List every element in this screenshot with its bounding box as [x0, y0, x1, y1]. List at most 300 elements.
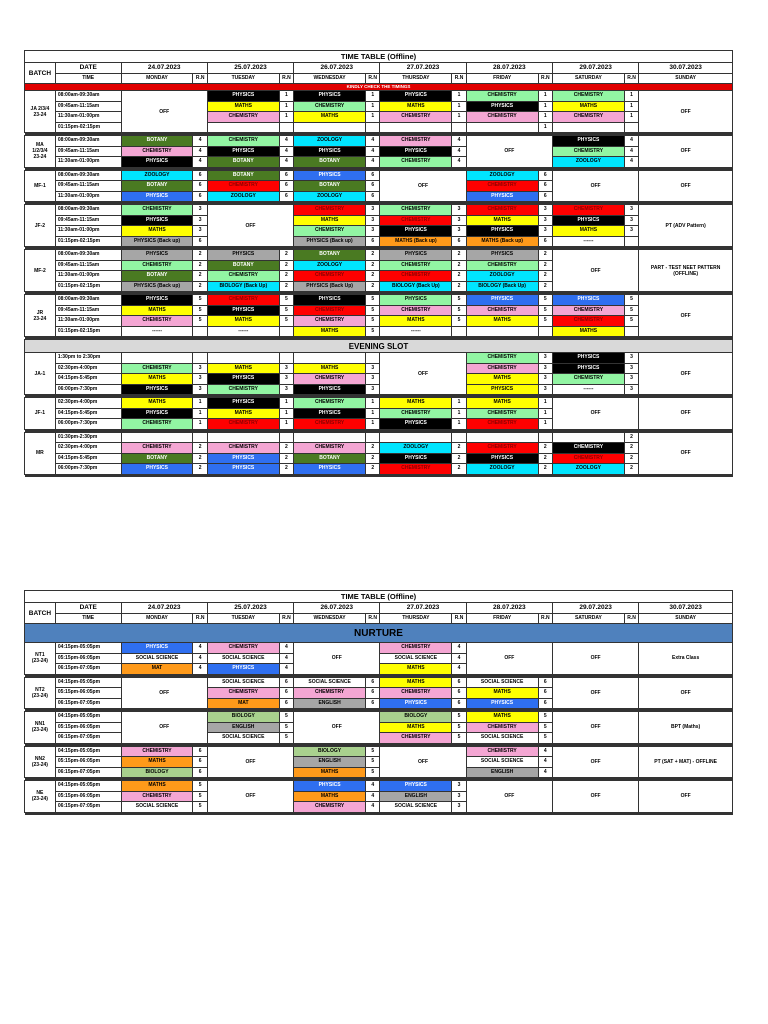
room-number: 1 [452, 419, 466, 430]
subject-cell: MATHS [207, 408, 279, 419]
subject-cell: CHEMISTRY [294, 271, 366, 282]
room-number: 2 [624, 443, 638, 454]
room-number: 5 [452, 712, 466, 723]
table-row [25, 236, 733, 247]
subject-cell: ZOOLOGY [294, 191, 366, 202]
room-number: 4 [538, 757, 552, 768]
subject-cell: SOCIAL SCIENCE [380, 653, 452, 664]
day-cell: MONDAY [121, 613, 193, 624]
room-number: 4 [193, 157, 207, 168]
subject-cell: MATHS [380, 722, 452, 733]
room-number: 2 [624, 464, 638, 475]
time-slot: 05:15pm-06:05pm [55, 653, 121, 664]
time-slot: 11:30am-01:00pm [55, 191, 121, 202]
room-number: 3 [624, 374, 638, 385]
subject-cell: CHEMISTRY [207, 181, 279, 192]
subject-cell: MATHS [294, 215, 366, 226]
date-cell: 30.07.2023 [639, 603, 733, 614]
room-number: 5 [366, 316, 380, 327]
room-number: 1 [279, 101, 293, 112]
time-slot: 11:30am-01:00pm [55, 112, 121, 123]
subject-cell: ZOOLOGY [121, 170, 193, 181]
room-number: 3 [452, 791, 466, 802]
time-slot: 04:15pm-05:05pm [55, 643, 121, 654]
subject-cell: SOCIAL SCIENCE [466, 733, 538, 744]
day-cell: TUESDAY [207, 613, 279, 624]
subject-cell: PHYSICS [380, 226, 452, 237]
subject-cell: CHEMISTRY [207, 643, 279, 654]
subject-cell: PHYSICS [380, 146, 452, 157]
subject-cell: MATHS [552, 226, 624, 237]
time-slot: 01:30pm-2:30pm [55, 432, 121, 443]
time-slot: 05:15pm-06:05pm [55, 688, 121, 699]
room-number [452, 432, 466, 443]
subject-cell: CHEMISTRY [121, 419, 193, 430]
room-number: 1 [279, 112, 293, 123]
subject-cell: PHYSICS [380, 698, 452, 709]
room-number: 2 [193, 281, 207, 292]
room-number: 4 [452, 643, 466, 654]
subject-cell: ZOOLOGY [466, 464, 538, 475]
date-cell: 24.07.2023 [121, 63, 207, 74]
room-number: 2 [366, 260, 380, 271]
day-cell: MONDAY [121, 73, 193, 84]
room-number: 3 [624, 226, 638, 237]
room-number: 4 [624, 157, 638, 168]
subject-cell: PHYSICS [380, 781, 452, 792]
room-number: 1 [279, 419, 293, 430]
subject-cell: MATHS [121, 398, 193, 409]
room-number: 4 [279, 664, 293, 675]
off-cell: OFF [380, 353, 466, 395]
time-slot: 08:00am-09:30am [55, 170, 121, 181]
room-number: 6 [193, 757, 207, 768]
subject-cell: SOCIAL SCIENCE [121, 653, 193, 664]
table-row [25, 295, 733, 306]
room-number [452, 326, 466, 337]
subject-cell: BOTANY [207, 260, 279, 271]
off-cell: OFF [121, 712, 207, 744]
time-slot: 01:15pm-02:15pm [55, 326, 121, 337]
rn-header: R.N [624, 613, 638, 624]
room-number: 1 [538, 419, 552, 430]
subject-cell: MATHS [380, 677, 452, 688]
rn-header: R.N [279, 613, 293, 624]
subject-cell: PHYSICS [121, 157, 193, 168]
room-number: 3 [624, 215, 638, 226]
time-slot: 11:30am-01:00pm [55, 226, 121, 237]
room-number: 6 [279, 181, 293, 192]
room-number: 6 [193, 746, 207, 757]
off-cell: OFF [639, 353, 733, 395]
room-number: 2 [193, 260, 207, 271]
room-number: 2 [366, 281, 380, 292]
room-number: 2 [538, 260, 552, 271]
room-number: 2 [279, 464, 293, 475]
time-slot: 04:15pm-5:45pm [55, 374, 121, 385]
subject-cell: CHEMISTRY [466, 112, 538, 123]
time-slot: 09:45am-11:15am [55, 305, 121, 316]
subject-cell: CHEMISTRY [294, 398, 366, 409]
off-cell: OFF [639, 432, 733, 474]
subject-cell: PHYSICS [466, 101, 538, 112]
room-number: 4 [279, 653, 293, 664]
table-row [25, 443, 733, 454]
subject-cell: CHEMISTRY [380, 688, 452, 699]
subject-cell: CHEMISTRY [294, 205, 366, 216]
table-row [25, 712, 733, 723]
off-cell: OFF [552, 643, 638, 675]
time-slot: 08:00am-09:30am [55, 91, 121, 102]
date-cell: 26.07.2023 [294, 603, 380, 614]
off-cell: OFF [639, 136, 733, 168]
subject-cell: ------ [121, 326, 193, 337]
off-cell: OFF [552, 398, 638, 430]
subject-cell: BOTANY [121, 271, 193, 282]
subject-cell: PHYSICS [294, 464, 366, 475]
rn-header: R.N [538, 73, 552, 84]
subject-cell: CHEMISTRY [294, 374, 366, 385]
subject-cell: CHEMISTRY [466, 419, 538, 430]
room-number: 1 [538, 101, 552, 112]
room-number: 3 [538, 353, 552, 364]
rn-header: R.N [193, 73, 207, 84]
subject-cell: MATHS [380, 316, 452, 327]
room-number: 3 [193, 363, 207, 374]
room-number: 2 [452, 443, 466, 454]
date-cell: 27.07.2023 [380, 63, 466, 74]
subject-cell: MATHS [207, 316, 279, 327]
subject-cell: BIOLOGY [294, 746, 366, 757]
subject-cell: ENGLISH [380, 791, 452, 802]
room-number: 1 [366, 408, 380, 419]
table-row [25, 316, 733, 327]
room-number: 5 [279, 733, 293, 744]
room-number: 6 [366, 677, 380, 688]
room-number: 5 [452, 295, 466, 306]
subject-cell: CHEMISTRY [207, 112, 279, 123]
off-cell: OFF [466, 136, 552, 168]
subject-cell [121, 353, 193, 364]
subject-cell: MATHS [380, 664, 452, 675]
room-number: 4 [366, 791, 380, 802]
room-number: 5 [538, 295, 552, 306]
subject-cell: MATHS [466, 374, 538, 385]
subject-cell: PHYSICS [466, 191, 538, 202]
rn-header: R.N [452, 613, 466, 624]
room-number: 5 [538, 712, 552, 723]
subject-cell: PHYSICS [121, 250, 193, 261]
subject-cell: MATHS [380, 398, 452, 409]
subject-cell: MATHS [207, 101, 279, 112]
room-number: 2 [624, 432, 638, 443]
subject-cell: BOTANY [121, 453, 193, 464]
subject-cell: PHYSICS [121, 295, 193, 306]
room-number [366, 432, 380, 443]
room-number: 5 [366, 767, 380, 778]
time-slot: 1:30pm to 2:30pm [55, 353, 121, 364]
timing-notice: KINDLY CHECK THE TIMINGS [25, 84, 733, 91]
room-number: 2 [538, 250, 552, 261]
off-cell: OFF [552, 677, 638, 709]
batch-label: MF-1 [25, 170, 56, 202]
table-row [25, 464, 733, 475]
subject-cell: PHYSICS [207, 146, 279, 157]
subject-cell [121, 432, 193, 443]
room-number [538, 326, 552, 337]
time-slot: 06:15pm-07:05pm [55, 698, 121, 709]
off-cell: OFF [639, 781, 733, 813]
off-cell: OFF [207, 781, 293, 813]
room-number: 3 [452, 205, 466, 216]
subject-cell: CHEMISTRY [294, 226, 366, 237]
room-number: 2 [279, 443, 293, 454]
room-number: 1 [538, 112, 552, 123]
room-number: 1 [624, 91, 638, 102]
batch-header: BATCH [25, 603, 56, 624]
time-header: TIME [55, 613, 121, 624]
date-cell: 28.07.2023 [466, 603, 552, 614]
subject-cell: MATHS [121, 374, 193, 385]
subject-cell: PHYSICS (Back up) [121, 236, 193, 247]
time-slot: 02:30pm-4:00pm [55, 363, 121, 374]
room-number: 6 [366, 236, 380, 247]
room-number: 4 [538, 767, 552, 778]
subject-cell: PHYSICS [466, 453, 538, 464]
room-number: 3 [193, 215, 207, 226]
room-number: 6 [193, 181, 207, 192]
subject-cell: CHEMISTRY [121, 260, 193, 271]
room-number: 2 [366, 453, 380, 464]
room-number: 1 [366, 112, 380, 123]
room-number: 4 [538, 746, 552, 757]
subject-cell: PHYSICS [380, 453, 452, 464]
subject-cell: CHEMISTRY [552, 91, 624, 102]
room-number: 2 [452, 453, 466, 464]
room-number: 2 [366, 271, 380, 282]
off-cell: OFF [121, 91, 207, 133]
room-number: 3 [624, 353, 638, 364]
day-cell: SATURDAY [552, 613, 624, 624]
room-number: 2 [624, 453, 638, 464]
subject-cell: BOTANY [121, 136, 193, 147]
time-slot: 06:00pm-7:30pm [55, 419, 121, 430]
subject-cell: MATHS [294, 112, 366, 123]
subject-cell: CHEMISTRY [294, 688, 366, 699]
subject-cell: BOTANY [121, 181, 193, 192]
room-number: 2 [366, 250, 380, 261]
room-number: 4 [279, 136, 293, 147]
room-number: 2 [538, 271, 552, 282]
time-slot: 06:15pm-07:05pm [55, 664, 121, 675]
subject-cell: BOTANY [294, 157, 366, 168]
room-number: 2 [193, 464, 207, 475]
subject-cell: CHEMISTRY [207, 443, 279, 454]
room-number: 5 [366, 326, 380, 337]
room-number: 5 [193, 791, 207, 802]
subject-cell: MATHS [121, 757, 193, 768]
evening-slot-banner: EVENING SLOT [25, 340, 733, 353]
off-cell: OFF [639, 295, 733, 337]
subject-cell: CHEMISTRY [380, 136, 452, 147]
room-number [193, 326, 207, 337]
nurture-banner: NURTURE [25, 624, 733, 643]
room-number: 5 [624, 295, 638, 306]
subject-cell: PHYSICS [207, 453, 279, 464]
subject-cell: CHEMISTRY [466, 363, 538, 374]
table-row [25, 353, 733, 364]
subject-cell: CHEMISTRY [207, 419, 279, 430]
table-row [25, 374, 733, 385]
subject-cell: PHYSICS [207, 398, 279, 409]
room-number: 6 [279, 677, 293, 688]
subject-cell: PHYSICS (Back Up) [294, 281, 366, 292]
subject-cell: PHYSICS [466, 226, 538, 237]
room-number: 3 [538, 384, 552, 395]
subject-cell: PHYSICS [207, 305, 279, 316]
room-number: 4 [366, 802, 380, 813]
timetable-title: TIME TABLE (Offline) [25, 51, 733, 63]
batch-label: NE (23-24) [25, 781, 56, 813]
room-number: 2 [193, 271, 207, 282]
subject-cell: SOCIAL SCIENCE [466, 757, 538, 768]
table-row [25, 384, 733, 395]
room-number: 3 [366, 384, 380, 395]
subject-cell: CHEMISTRY [466, 353, 538, 364]
subject-cell: PHYSICS [207, 374, 279, 385]
room-number: 1 [452, 112, 466, 123]
subject-cell: SOCIAL SCIENCE [380, 802, 452, 813]
room-number: 3 [366, 215, 380, 226]
subject-cell [380, 122, 452, 133]
rn-header: R.N [366, 613, 380, 624]
room-number: 5 [279, 712, 293, 723]
table-row [25, 643, 733, 654]
subject-cell: PHYSICS [294, 781, 366, 792]
batch-label: NN1 (23-24) [25, 712, 56, 744]
table-row [25, 250, 733, 261]
date-cell: 25.07.2023 [207, 603, 293, 614]
room-number: 3 [366, 205, 380, 216]
subject-cell: BIOLOGY (Back Up) [466, 281, 538, 292]
subject-cell: PHYSICS (Back up) [121, 281, 193, 292]
subject-cell: PHYSICS [380, 419, 452, 430]
subject-cell: CHEMISTRY [552, 316, 624, 327]
table-row [25, 91, 733, 102]
subject-cell: MATHS [294, 363, 366, 374]
room-number: 1 [452, 101, 466, 112]
room-number: 3 [366, 363, 380, 374]
off-cell: OFF [207, 205, 293, 247]
time-slot: 09:45am-11:15am [55, 101, 121, 112]
room-number: 1 [193, 398, 207, 409]
time-slot: 04:15pm-05:05pm [55, 746, 121, 757]
room-number: 6 [538, 236, 552, 247]
day-cell: THURSDAY [380, 73, 452, 84]
date-header: DATE [55, 603, 121, 614]
room-number: 6 [279, 170, 293, 181]
room-number: 1 [624, 101, 638, 112]
subject-cell: ENGLISH [294, 698, 366, 709]
room-number: 5 [624, 305, 638, 316]
subject-cell: CHEMISTRY [294, 802, 366, 813]
date-header: DATE [55, 63, 121, 74]
subject-cell: CHEMISTRY [380, 305, 452, 316]
subject-cell: MAT [207, 698, 279, 709]
room-number: 2 [279, 281, 293, 292]
subject-cell: MATHS [552, 101, 624, 112]
room-number: 4 [279, 146, 293, 157]
time-slot: 09:45am-11:15am [55, 181, 121, 192]
room-number: 5 [452, 305, 466, 316]
subject-cell: CHEMISTRY [552, 374, 624, 385]
room-number: 5 [538, 305, 552, 316]
subject-cell: PHYSICS [207, 91, 279, 102]
off-cell: OFF [552, 170, 638, 202]
subject-cell: CHEMISTRY [380, 464, 452, 475]
table-row [25, 170, 733, 181]
subject-cell: MATHS [294, 767, 366, 778]
table-row [25, 746, 733, 757]
time-slot: 08:00am-09:30am [55, 136, 121, 147]
room-number: 4 [452, 136, 466, 147]
room-number: 2 [538, 464, 552, 475]
room-number [624, 326, 638, 337]
table-row [25, 157, 733, 168]
off-cell: PART - TEST NEET PATTERN (OFFLINE) [639, 250, 733, 292]
room-number: 3 [538, 363, 552, 374]
room-number [624, 236, 638, 247]
room-number: 6 [538, 191, 552, 202]
room-number: 3 [624, 384, 638, 395]
subject-cell: BOTANY [207, 170, 279, 181]
room-number: 3 [538, 215, 552, 226]
room-number: 2 [538, 453, 552, 464]
subject-cell: CHEMISTRY [380, 643, 452, 654]
room-number: 6 [538, 688, 552, 699]
room-number: 2 [366, 443, 380, 454]
subject-cell: PHYSICS [380, 91, 452, 102]
batch-label: MR [25, 432, 56, 474]
room-number: 6 [452, 698, 466, 709]
time-slot: 08:00am-09:30am [55, 205, 121, 216]
subject-cell: CHEMISTRY [121, 443, 193, 454]
subject-cell: ------ [552, 236, 624, 247]
off-cell: PT (SAT + MAT) - OFFLINE [639, 746, 733, 778]
room-number: 6 [538, 170, 552, 181]
subject-cell: CHEMISTRY [207, 136, 279, 147]
room-number: 6 [538, 181, 552, 192]
room-number: 2 [193, 443, 207, 454]
time-slot: 08:00am-09:30am [55, 295, 121, 306]
off-cell: OFF [552, 250, 638, 292]
subject-cell: BIOLOGY (Back Up) [207, 281, 279, 292]
off-cell: OFF [121, 677, 207, 709]
room-number: 4 [366, 146, 380, 157]
subject-cell: ZOOLOGY [207, 191, 279, 202]
table-row [25, 205, 733, 216]
table-row [25, 305, 733, 316]
batch-label: JA-1 [25, 353, 56, 395]
subject-cell: CHEMISTRY [207, 295, 279, 306]
table-row [25, 226, 733, 237]
room-number [279, 432, 293, 443]
subject-cell: ENGLISH [294, 757, 366, 768]
rn-header: R.N [452, 73, 466, 84]
subject-cell: CHEMISTRY [121, 146, 193, 157]
room-number: 6 [366, 191, 380, 202]
room-number: 4 [193, 146, 207, 157]
